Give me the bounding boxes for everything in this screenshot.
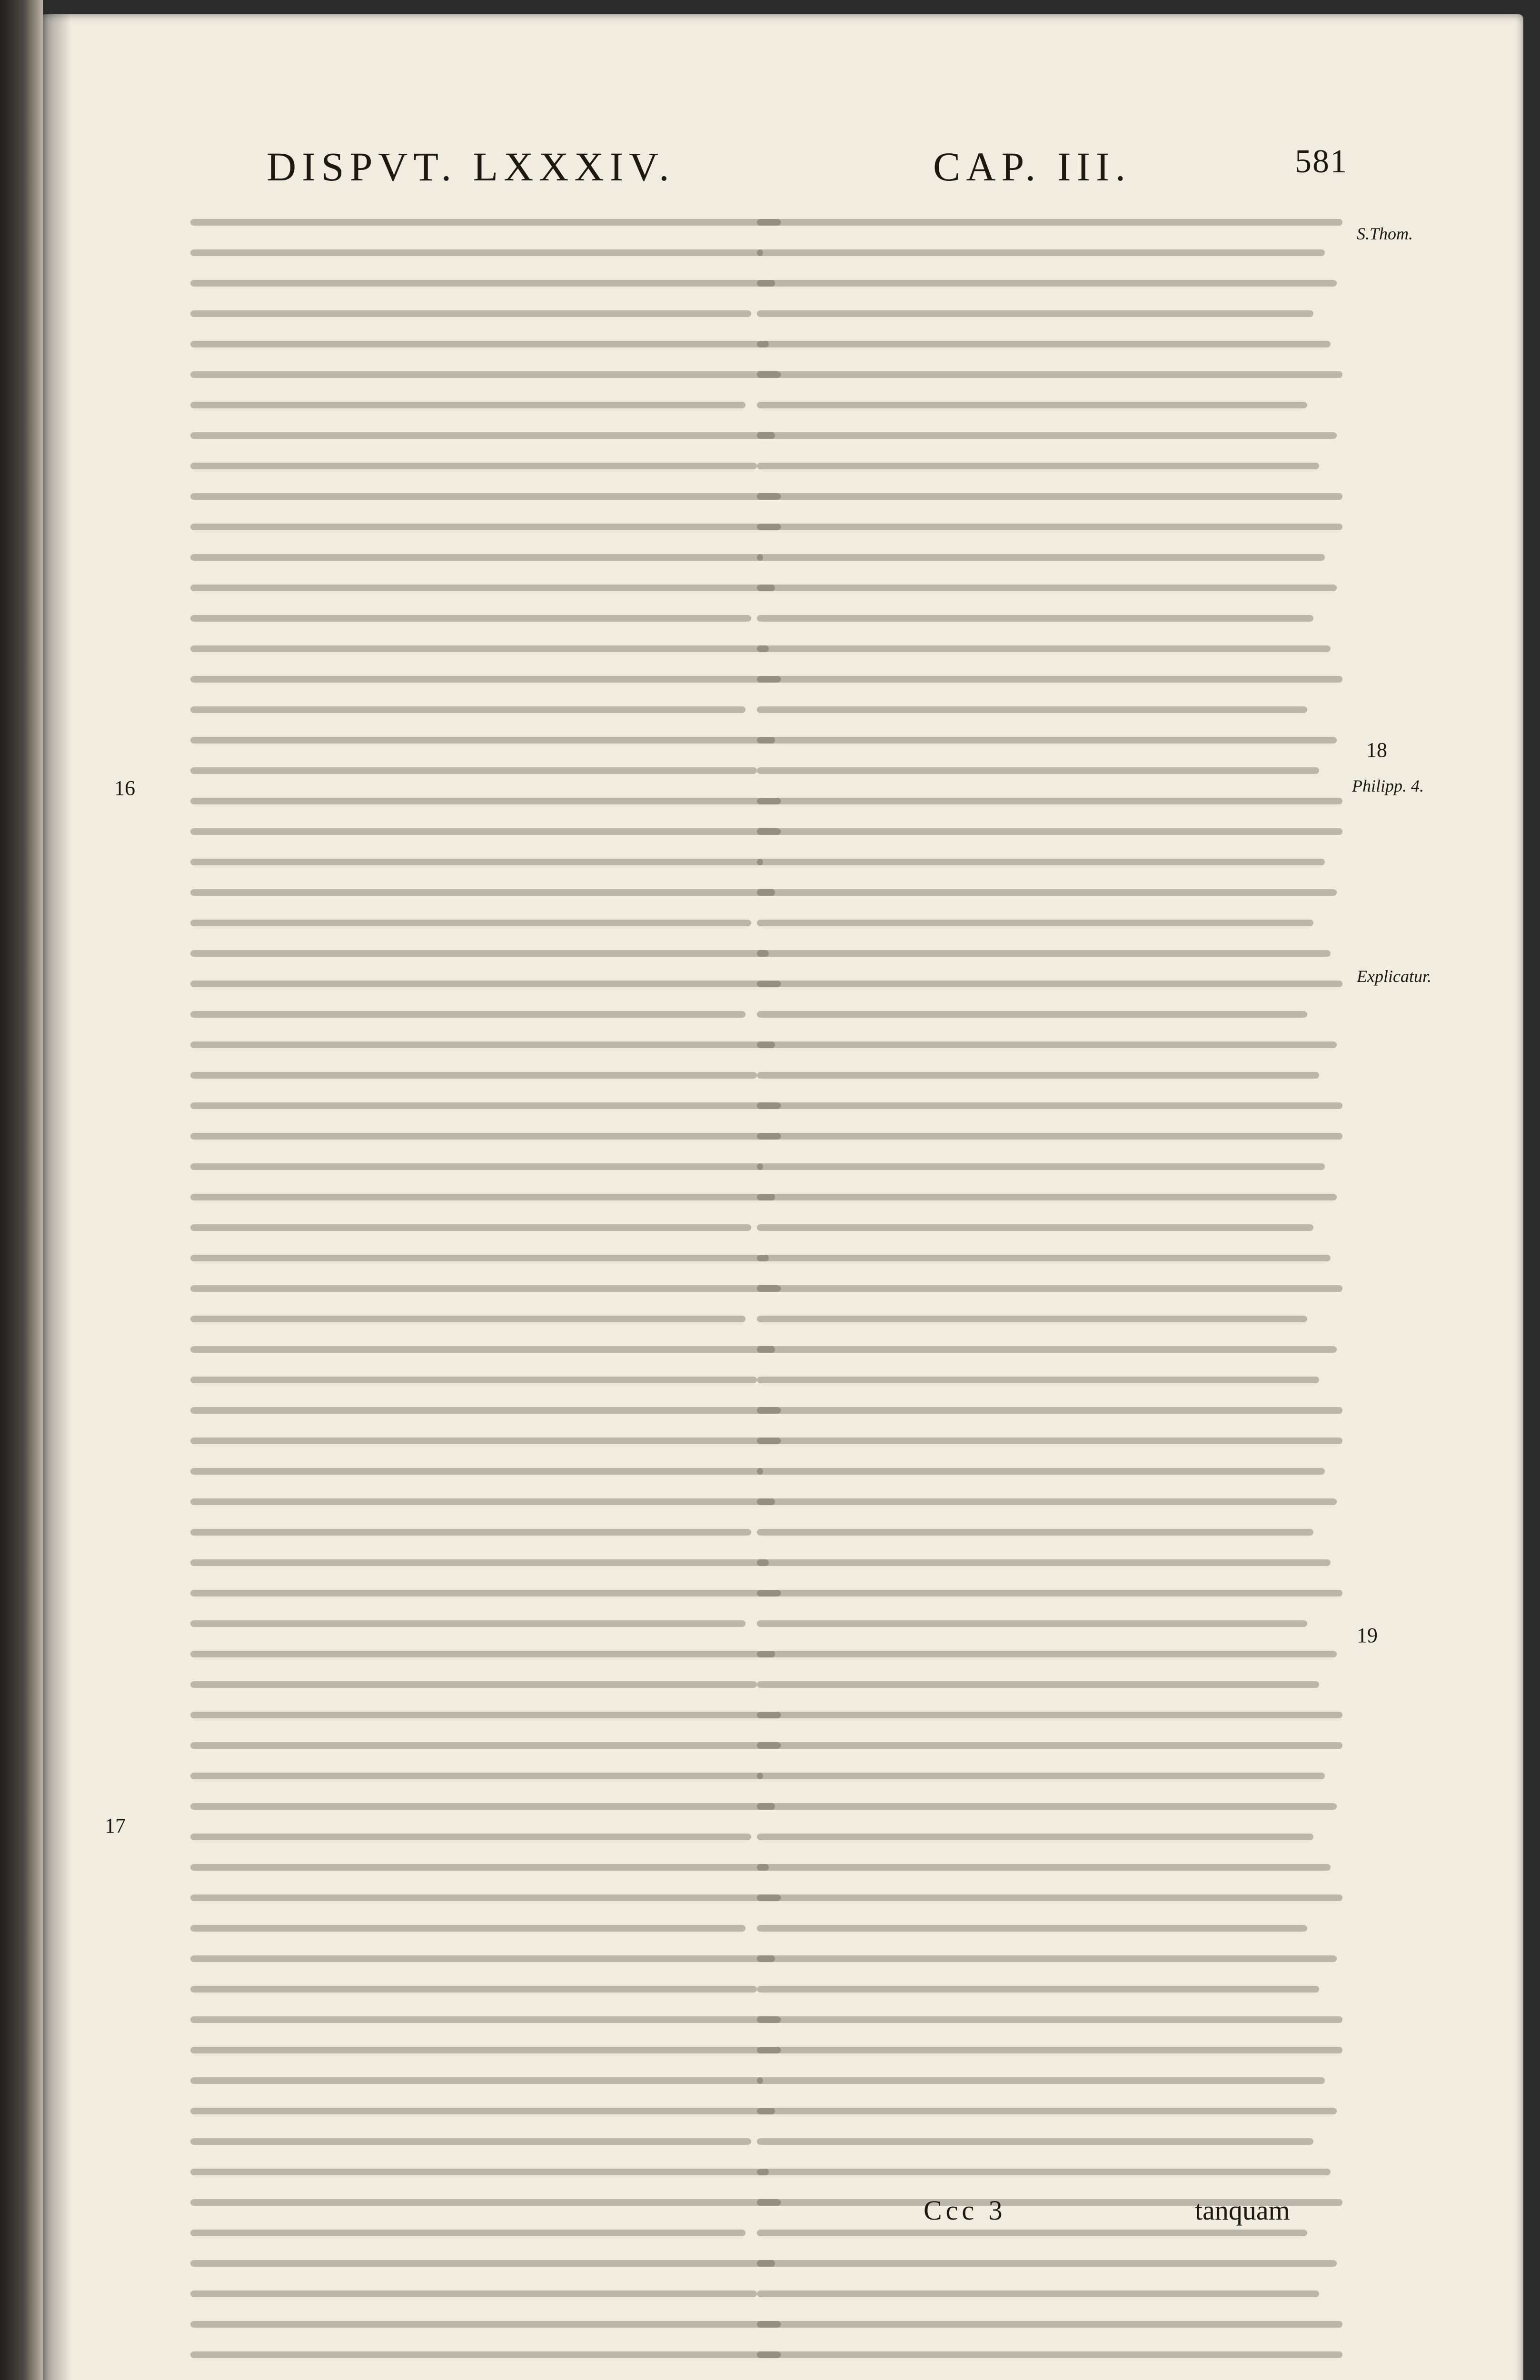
text-line <box>757 2230 1307 2236</box>
text-line <box>190 219 781 226</box>
running-head-disputation: DISPVT. LXXXIV. <box>267 144 675 189</box>
text-line <box>757 1834 1313 1840</box>
text-line <box>757 889 1337 896</box>
text-line <box>190 1133 781 1140</box>
book-page <box>43 14 1523 2380</box>
text-line <box>190 1742 781 1749</box>
text-line <box>190 2351 781 2358</box>
text-line <box>190 1986 757 1993</box>
text-line <box>757 1529 1313 1536</box>
margin-note-sthom: S.Thom. <box>1357 224 1413 243</box>
text-line <box>190 2138 751 2145</box>
text-line <box>190 1681 757 1688</box>
text-line <box>757 1011 1307 1018</box>
text-line <box>190 1468 763 1475</box>
running-head-chapter: CAP. III. <box>933 144 1132 189</box>
margin-note-explicatur: Explicatur. <box>1357 967 1431 986</box>
text-line <box>757 1864 1331 1871</box>
text-line <box>757 1407 1342 1414</box>
text-line <box>190 1011 745 1018</box>
text-line <box>757 920 1313 926</box>
text-line <box>757 432 1337 439</box>
page-number: 581 <box>1295 143 1348 180</box>
text-line <box>757 341 1331 347</box>
text-line <box>757 2260 1337 2267</box>
text-line <box>757 1285 1342 1292</box>
text-line <box>757 2169 1331 2175</box>
text-line <box>757 1041 1337 1048</box>
text-line <box>190 1955 775 1962</box>
text-line <box>757 1986 1319 1993</box>
text-line <box>757 676 1342 683</box>
text-line <box>190 1834 751 1840</box>
text-line <box>190 1224 751 1231</box>
text-line <box>190 615 751 622</box>
text-line <box>190 341 769 347</box>
text-line <box>757 1773 1325 1779</box>
margin-note-philipp: Philipp. 4. <box>1352 776 1424 795</box>
text-line <box>190 889 775 896</box>
text-line <box>190 2291 757 2297</box>
text-line <box>190 1316 745 1322</box>
text-line <box>757 1590 1342 1597</box>
text-line <box>757 554 1325 561</box>
text-line <box>757 950 1331 957</box>
text-line <box>190 493 781 500</box>
text-line <box>757 2047 1342 2053</box>
text-line <box>190 2108 775 2114</box>
catchword: tanquam <box>1195 2195 1290 2226</box>
text-line <box>757 280 1337 287</box>
text-line <box>757 798 1342 804</box>
text-line <box>757 310 1313 317</box>
text-line <box>190 1163 763 1170</box>
text-line <box>757 2077 1325 2084</box>
text-line <box>757 2321 1342 2328</box>
margin-number-16: 16 <box>114 776 135 800</box>
text-line <box>757 524 1342 530</box>
text-line <box>757 2016 1342 2023</box>
text-line <box>190 981 781 987</box>
text-line <box>757 1498 1337 1505</box>
text-line <box>190 1712 781 1718</box>
text-line <box>190 1925 745 1932</box>
margin-number-19: 19 <box>1357 1624 1378 1647</box>
text-line <box>757 2108 1337 2114</box>
text-line <box>190 2199 781 2206</box>
text-line <box>757 1559 1331 1566</box>
text-line <box>190 1529 751 1536</box>
text-line <box>190 1377 757 1383</box>
text-line <box>190 2047 781 2053</box>
text-line <box>757 615 1313 622</box>
margin-number-17: 17 <box>105 1814 126 1837</box>
text-line <box>757 402 1307 408</box>
text-line <box>190 1651 775 1657</box>
text-line <box>190 1346 775 1353</box>
text-line <box>190 1803 775 1810</box>
text-line <box>757 1742 1342 1749</box>
page-gutter-shadow <box>43 14 71 2380</box>
text-line <box>190 767 757 774</box>
text-line <box>190 249 763 256</box>
text-line <box>757 1803 1337 1810</box>
text-line <box>190 1590 781 1597</box>
text-line <box>190 1559 769 1566</box>
text-line <box>190 1498 775 1505</box>
text-line <box>757 706 1307 713</box>
text-line <box>190 859 763 865</box>
text-line <box>190 737 775 744</box>
text-line <box>190 280 775 287</box>
text-line <box>190 432 775 439</box>
text-line <box>190 706 745 713</box>
text-line <box>757 1316 1307 1322</box>
text-line <box>190 645 769 652</box>
text-line <box>757 249 1325 256</box>
text-line <box>757 1681 1319 1688</box>
text-line <box>190 554 763 561</box>
text-line <box>757 1377 1319 1383</box>
text-line <box>190 1194 775 1200</box>
text-line <box>190 920 751 926</box>
text-line <box>757 645 1331 652</box>
text-line <box>757 737 1337 744</box>
text-line <box>190 2321 781 2328</box>
text-line <box>757 219 1342 226</box>
text-line <box>190 2016 781 2023</box>
text-line <box>190 1102 781 1109</box>
text-line <box>190 1041 775 1048</box>
text-line <box>757 371 1342 378</box>
text-line <box>757 1133 1342 1140</box>
signature-mark: Ccc 3 <box>924 2195 1006 2226</box>
text-line <box>757 1894 1342 1901</box>
text-line <box>190 1773 763 1779</box>
text-line <box>190 1864 769 1871</box>
text-line <box>190 2230 745 2236</box>
text-line <box>757 585 1337 591</box>
text-line <box>757 2351 1342 2358</box>
text-line <box>757 463 1319 469</box>
text-line <box>190 310 751 317</box>
text-line <box>757 859 1325 865</box>
adjacent-page-edge <box>0 0 43 2380</box>
text-line <box>757 767 1319 774</box>
text-line <box>190 524 781 530</box>
text-line <box>757 1255 1331 1261</box>
text-line <box>190 798 781 804</box>
text-line <box>757 1925 1307 1932</box>
text-line <box>757 1438 1342 1444</box>
text-line <box>190 2077 763 2084</box>
text-line <box>757 2291 1319 2297</box>
text-line <box>190 1072 757 1079</box>
text-line <box>190 1255 769 1261</box>
text-line <box>190 2260 775 2267</box>
text-line <box>757 1955 1337 1962</box>
text-line <box>757 1620 1307 1627</box>
text-line <box>757 2138 1313 2145</box>
text-line <box>190 371 781 378</box>
margin-number-18: 18 <box>1366 738 1387 762</box>
text-line <box>190 1407 781 1414</box>
text-line <box>757 1468 1325 1475</box>
text-line <box>757 1712 1342 1718</box>
text-line <box>757 1224 1313 1231</box>
text-column-right <box>757 219 1342 2171</box>
text-line <box>190 828 781 835</box>
text-line <box>757 493 1342 500</box>
text-line <box>190 1620 745 1627</box>
text-line <box>757 1072 1319 1079</box>
text-line <box>190 585 775 591</box>
text-line <box>190 1285 781 1292</box>
text-line <box>190 950 769 957</box>
text-line <box>757 1194 1337 1200</box>
text-line <box>757 1651 1337 1657</box>
text-line <box>190 463 757 469</box>
text-line <box>757 1346 1337 1353</box>
text-line <box>757 1102 1342 1109</box>
text-line <box>757 1163 1325 1170</box>
text-line <box>190 1894 781 1901</box>
text-line <box>757 981 1342 987</box>
text-line <box>190 2169 769 2175</box>
text-line <box>190 1438 781 1444</box>
text-line <box>190 402 745 408</box>
text-column-left <box>190 219 781 2171</box>
text-line <box>190 676 781 683</box>
text-line <box>757 828 1342 835</box>
